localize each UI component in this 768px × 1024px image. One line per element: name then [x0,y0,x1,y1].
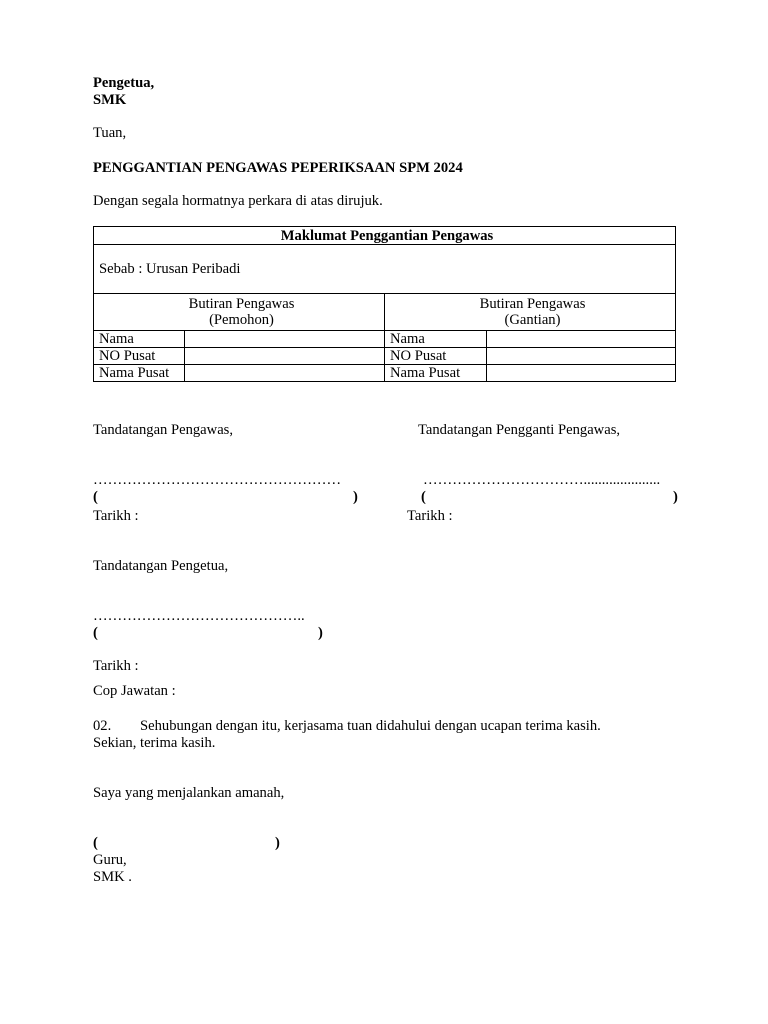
row-value-right[interactable] [487,331,676,348]
applicant-heading-line1: Butiran Pengawas [188,296,295,312]
paragraph-number: 02. [93,718,112,734]
principal-signature-line: …………………………………….. [93,608,305,624]
table-row [94,331,676,348]
row-value-left[interactable] [185,365,385,382]
salutation: Tuan, [93,125,127,141]
table-row [94,365,676,382]
row-label-left: Nama Pusat [94,365,185,382]
applicant-heading-line2: (Pemohon) [209,312,274,328]
row-value-left[interactable] [185,348,385,365]
principal-name-open-paren: ( [93,625,98,641]
closing-thanks: Sekian, terima kasih. [93,735,216,751]
table-title: Maklumat Penggantian Pengawas [94,227,676,245]
replacement-date-label: Tarikh : [407,508,453,524]
stamp-label: Cop Jawatan : [93,683,176,699]
row-label-left: NO Pusat [94,348,185,365]
supervisor-signature-label: Tandatangan Pengawas, [93,422,234,438]
replacement-heading [385,294,676,331]
principal-date-label: Tarikh : [93,658,139,674]
replacement-signature-line: ……………………………..................... [423,472,661,488]
addressee-title: Pengetua, [93,75,155,91]
closing-motto: Saya yang menjalankan amanah, [93,785,285,801]
row-label-right: Nama [385,331,487,348]
teacher-name-close-paren: ) [275,835,280,851]
row-label-right: Nama Pusat [385,365,487,382]
row-label-right: NO Pusat [385,348,487,365]
closing-paragraph: Sehubungan dengan itu, kerjasama tuan didahului dengan ucapan terima kasih. [140,718,601,734]
replacement-info-table [93,226,676,382]
replacement-heading-line2: (Gantian) [504,312,561,328]
supervisor-signature-line: …………………………………………… [93,472,342,488]
supervisor-name-close-paren: ) [353,489,358,505]
teacher-name-open-paren: ( [93,835,98,851]
intro-text: Dengan segala hormatnya perkara di atas dirujuk. [93,193,383,209]
reason-cell: Sebab : Urusan Peribadi [94,245,676,294]
row-value-right[interactable] [487,365,676,382]
principal-name-close-paren: ) [318,625,323,641]
applicant-heading [94,294,385,331]
replacement-name-close-paren: ) [673,489,678,505]
principal-signature-label: Tandatangan Pengetua, [93,558,229,574]
addressee-school: SMK [93,92,127,108]
row-value-left[interactable] [185,331,385,348]
table-row [94,348,676,365]
replacement-heading-line1: Butiran Pengawas [479,296,586,312]
replacement-name-open-paren: ( [421,489,426,505]
row-label-left: Nama [94,331,185,348]
replacement-signature-label: Tandatangan Pengganti Pengawas, [418,422,621,438]
teacher-role: Guru, [93,852,127,868]
letter-subject: PENGGANTIAN PENGAWAS PEPERIKSAAN SPM 2024 [93,160,463,176]
row-value-right[interactable] [487,348,676,365]
supervisor-name-open-paren: ( [93,489,98,505]
teacher-school: SMK . [93,869,132,885]
supervisor-date-label: Tarikh : [93,508,139,524]
